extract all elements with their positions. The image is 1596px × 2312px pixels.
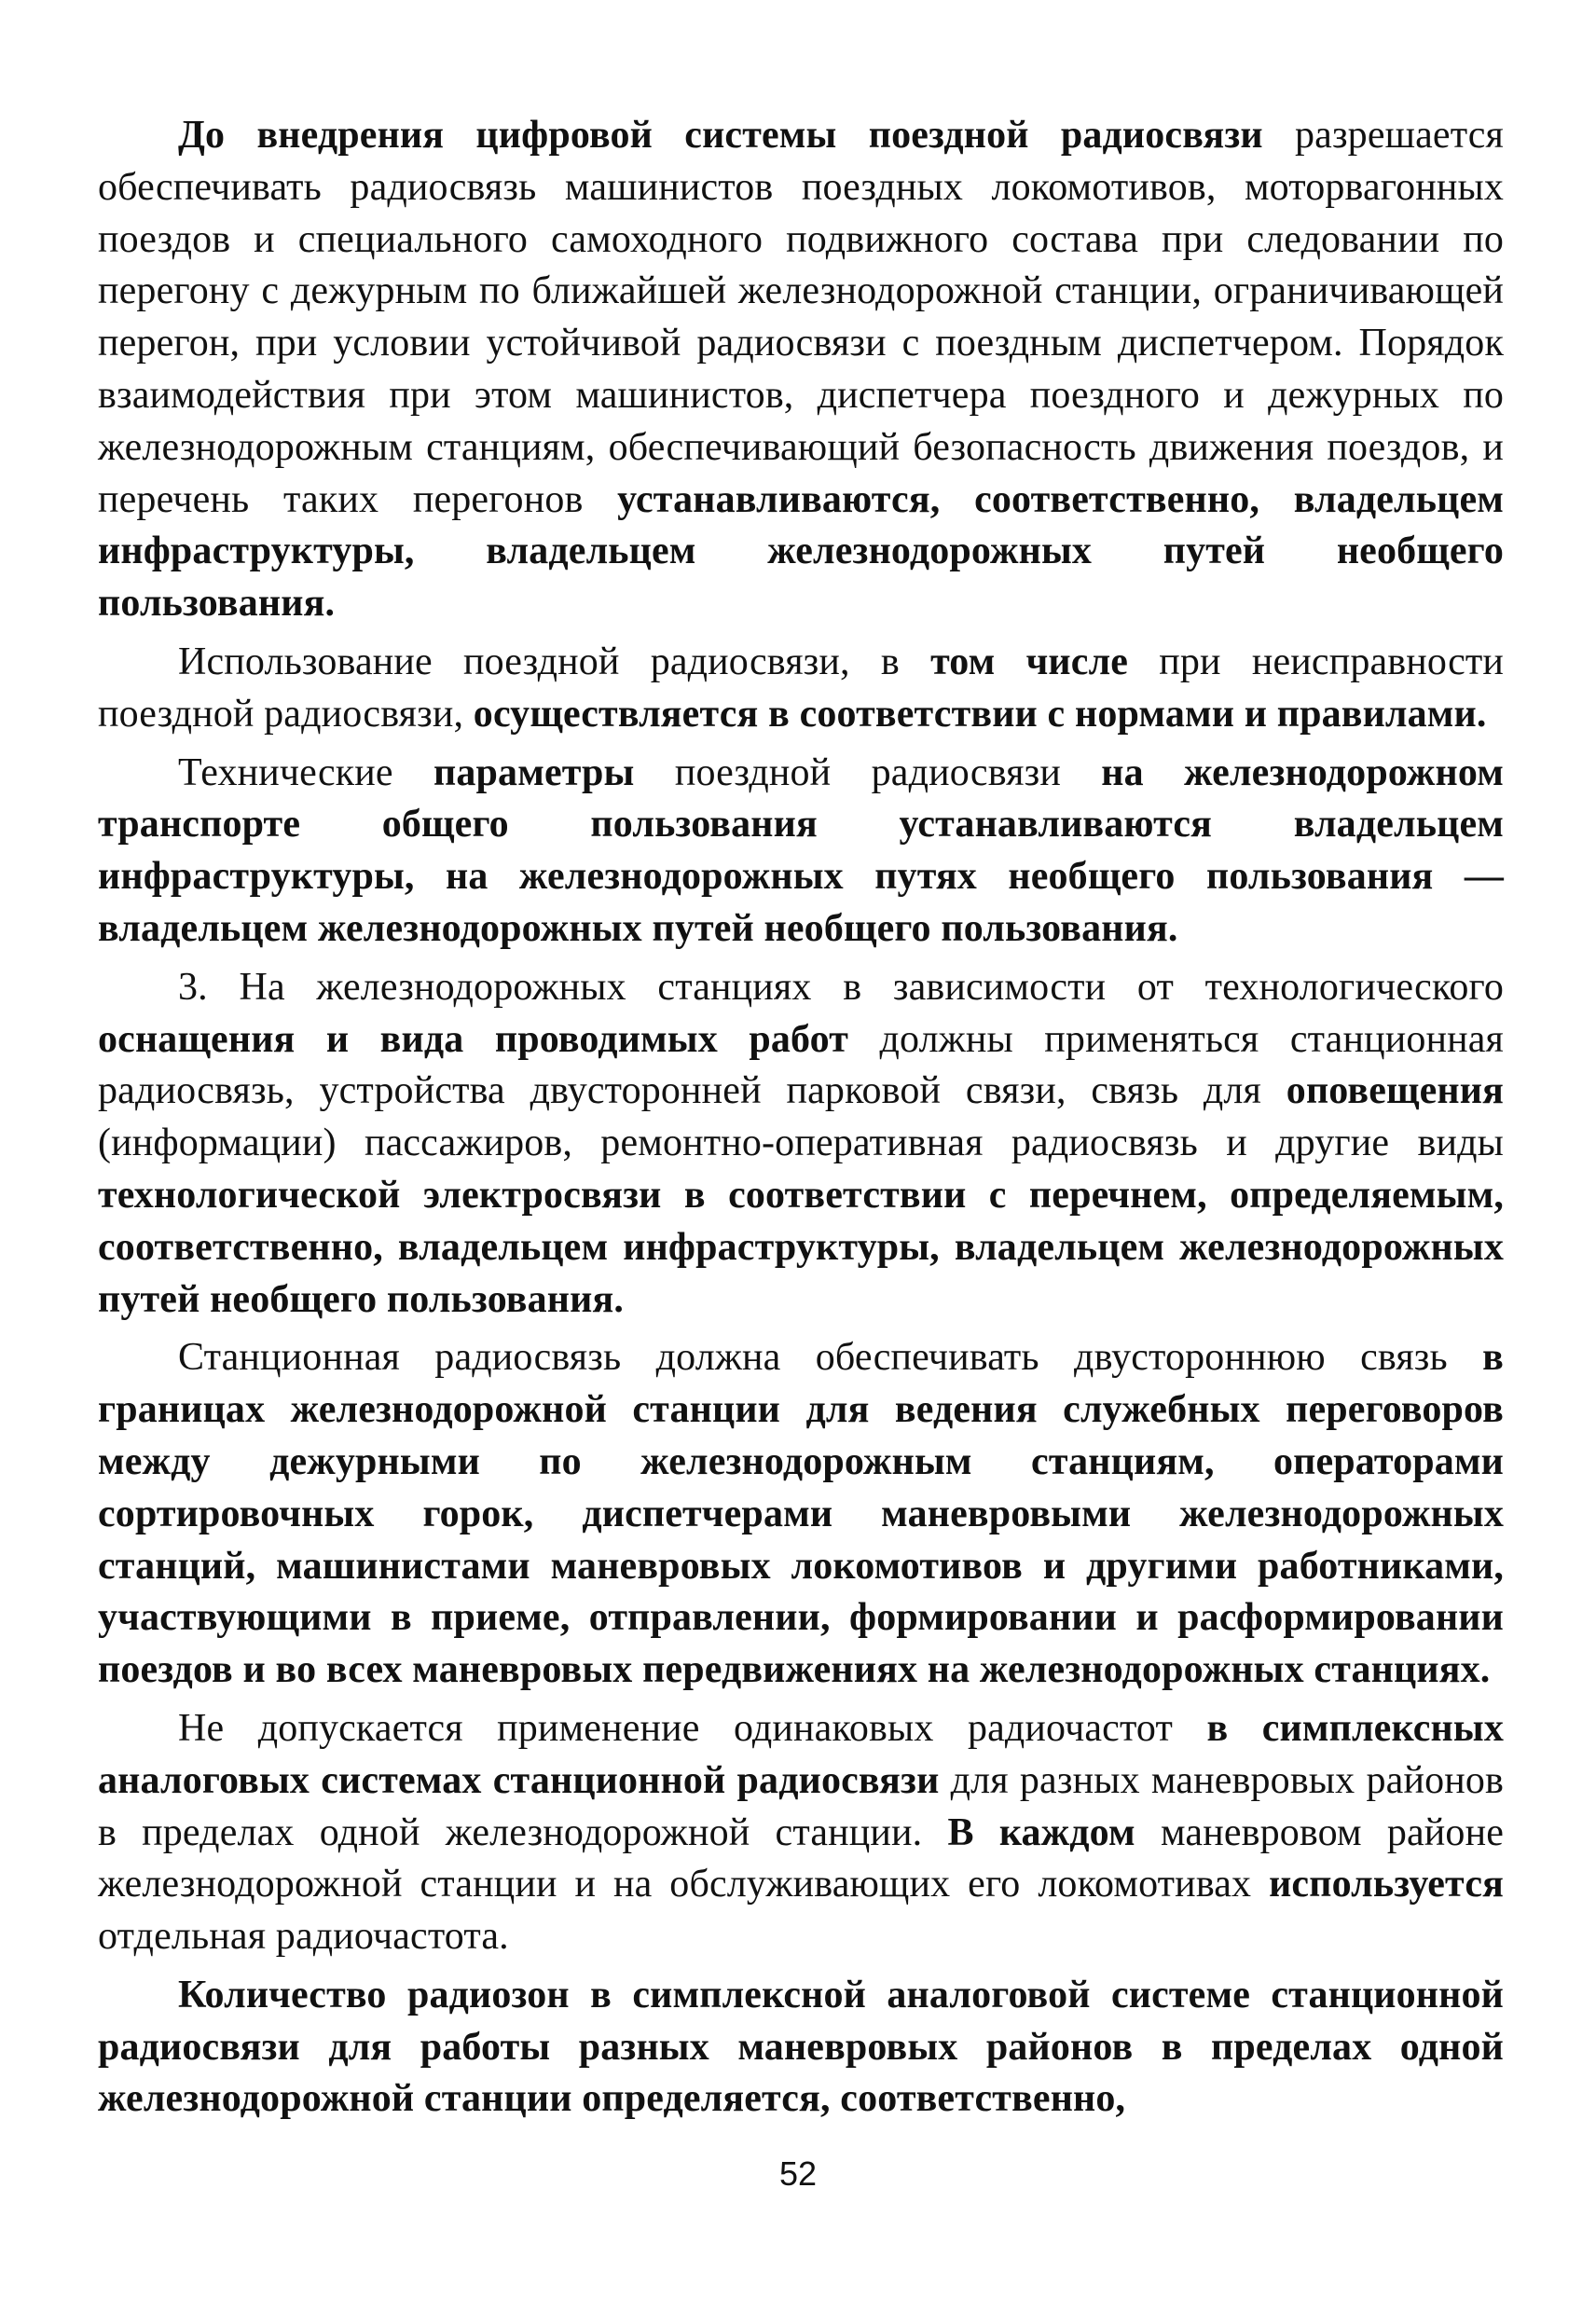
bold-text-run: технологической электросвязи в соответствии с перечнем, определяемым, соответственно, владельцем инфраструктуры, владельцем железнодорожных путей необщего пользования.	[98, 1173, 1504, 1321]
paragraph	[98, 110, 1504, 630]
paragraph	[98, 962, 1504, 1327]
text-run: маневровом районе железнодорожной станции и на обслуживающих его локомотивах	[98, 1810, 1504, 1906]
paragraph	[98, 1703, 1504, 1963]
bold-text-run: на железнодорожном транспорте общего пользования устанавливаются владельцем инфраструктуры, на железнодорожных путях необщего пользования — владельцем железнодорожных путей необщего пользования.	[98, 750, 1504, 950]
text-run: для разных маневровых районов в пределах одной железнодорожной станции.	[98, 1758, 1504, 1854]
text-run: поездной радиосвязи	[634, 750, 1102, 794]
text-run: Станционная радиосвязь должна обеспечивать двустороннюю связь	[178, 1336, 1483, 1380]
text-run: 3. На железнодорожных станциях в зависимости от технологического	[178, 965, 1504, 1009]
text-run: Использование поездной радиосвязи, в	[178, 640, 931, 683]
page-number: 52	[778, 2154, 818, 2193]
bold-text-run: Количество радиозон в симплексной аналоговой системе станционной радиосвязи для работы разных маневровых районов в пределах одной железнодорожной станции определяется, соответственно,	[98, 1973, 1504, 2121]
bold-text-run: оснащения и вида проводимых работ	[98, 1017, 848, 1061]
paragraph	[98, 748, 1504, 956]
paragraph	[98, 1970, 1504, 2126]
bold-text-run: В каждом	[947, 1810, 1135, 1854]
bold-text-run: осуществляется в соответствии с нормами и правилами.	[473, 692, 1487, 736]
text-run: отдельная радиочастота.	[98, 1915, 509, 1959]
text-run: Не допускается применение одинаковых радиочастот	[178, 1706, 1207, 1750]
text-run: должны применяться станционная радиосвязь, устройства двусторонней парковой связи, связь для	[98, 1017, 1504, 1113]
bold-text-run: оповещения	[1286, 1069, 1504, 1113]
bold-text-run: том числе	[930, 640, 1129, 683]
page-body	[98, 110, 1504, 2132]
bold-text-run: в границах железнодорожной станции для ведения служебных переговоров между дежурными по железнодорожным станциям, операторами сортировочных горок, диспетчерами маневровыми железнодорожных станций, машинистами маневровых локомотивов и другими работниками, участвующими в приеме, отправлении, формировании и расформировании поездов и во всех маневровых передвижениях на железнодорожных станциях.	[98, 1336, 1504, 1692]
text-run: Технические	[178, 750, 434, 794]
paragraph	[98, 1332, 1504, 1697]
text-run: при неисправности поездной радиосвязи,	[98, 640, 1504, 736]
bold-text-run: используется	[1269, 1863, 1504, 1906]
bold-text-run: параметры	[433, 750, 635, 794]
bold-text-run: устанавливаются, соответственно, владельцем инфраструктуры, владельцем железнодорожных путей необщего пользования.	[98, 477, 1505, 626]
paragraph	[98, 637, 1504, 741]
text-run: разрешается обеспечивать радиосвязь машинистов поездных локомотивов, моторвагонных поездов и специального самоходного подвижного состава при следовании по перегону с дежурным по ближайшей железнодорожной станции, ограничивающей перегон, при условии устойчивой радиосвязи с поездным диспетчером. Порядок взаимодействия при этом машинистов, диспетчера поездного и дежурных по железнодорожным станциям, обеспечивающий безопасность движения поездов, и перечень таких перегонов	[98, 114, 1504, 521]
bold-text-run: в симплексных аналоговых системах станционной радиосвязи	[98, 1706, 1505, 1802]
text-run: (информации) пассажиров, ремонтно-оперативная радиосвязь и другие виды	[98, 1122, 1504, 1165]
bold-text-run: До внедрения цифровой системы поездной радиосвязи	[178, 114, 1263, 157]
